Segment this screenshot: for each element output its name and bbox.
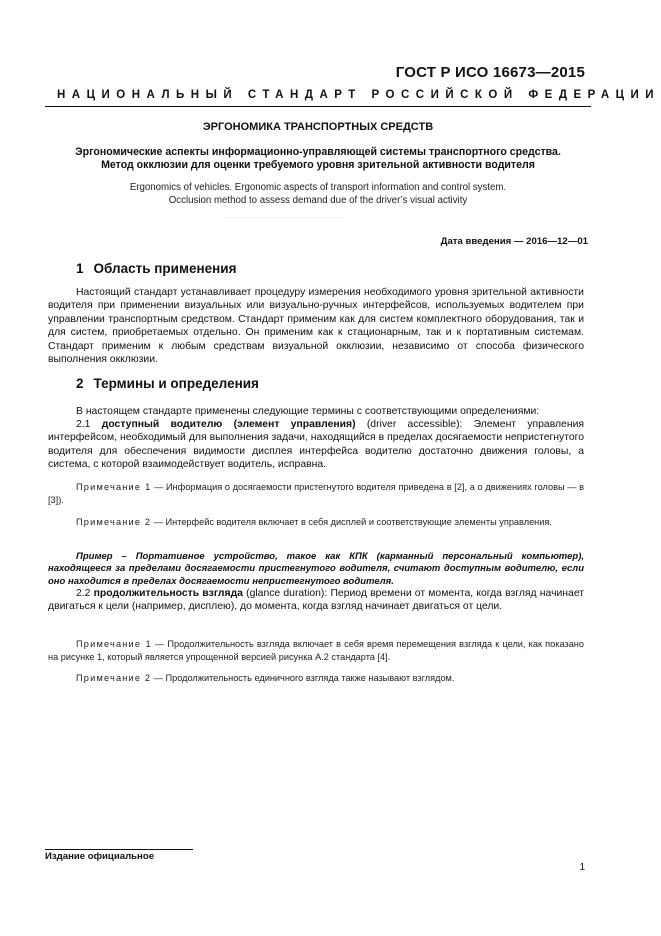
note-2-2-2	[48, 672, 584, 685]
edition-label: Издание официальное	[45, 851, 155, 862]
term-2-1-number: 2.1	[76, 419, 91, 430]
section-2-heading	[76, 376, 259, 391]
note-2-2-1	[48, 638, 584, 663]
english-title-line-1: Ergonomics of vehicles. Ergonomic aspects of transport information and control system.	[129, 182, 507, 193]
english-title	[45, 182, 591, 207]
page-number: 1	[579, 862, 585, 873]
term-2-1	[48, 418, 584, 472]
subtitle-line-1: Эргономические аспекты информационно-управляющей системы транспортного средства.	[75, 146, 561, 158]
note-label: Примечание 2	[76, 673, 152, 683]
section-2-number: 2	[76, 376, 84, 391]
terms-intro: В настоящем стандарте применены следующие термины с соответствующими определениями:	[76, 406, 540, 417]
banner-rule	[45, 106, 591, 107]
subtitle-line-2: Метод окклюзии для оценки требуемого уровня зрительной активности водителя	[101, 159, 535, 171]
note-2-1-1	[48, 481, 584, 506]
term-2-2-definition: (glance duration): Период времени от момента, когда взгляд начинает двигаться к цели (например, дисплею), до момента, когда взгляд начинает двигаться от цели.	[48, 588, 585, 613]
note-label: Примечание 1	[76, 639, 152, 649]
example-text: Пример – Портативное устройство, такое как КПК (карманный персональный компьютер), находящееся за пределами досягаемости пристегнутого водителя, считают доступным водителю, если оно находится в пределах досягаемости непристегнутого водителя.	[48, 551, 584, 587]
section-2-title: Термины и определения	[93, 376, 259, 391]
gost-number: ГОСТ Р ИСО 16673—2015	[395, 64, 585, 81]
note-text: — Продолжительность взгляда включает в себя время перемещения взгляда к цели, как показано на рисунке 1, который является упрощенной версией рисунка А.2 стандарта [4].	[48, 639, 584, 662]
section-1-heading	[76, 261, 236, 276]
section-1-number: 1	[76, 261, 84, 276]
faint-divider	[225, 217, 345, 218]
note-text: — Информация о досягаемости пристегнутого водителя приведена в [2], а о движениях головы — в [3]).	[48, 482, 584, 505]
note-2-1-2	[48, 516, 584, 529]
english-title-line-2: Occlusion method to assess demand due of the driver’s visual activity	[168, 194, 468, 206]
document-title: ЭРГОНОМИКА ТРАНСПОРТНЫХ СРЕДСТВ	[202, 121, 434, 133]
introduction-date: Дата введения — 2016—12—01	[440, 236, 588, 247]
note-label: Примечание 2	[76, 517, 152, 527]
term-2-2	[48, 587, 584, 614]
note-text: — Продолжительность единичного взгляда также называют взглядом.	[151, 673, 455, 683]
section-1-title: Область применения	[93, 261, 237, 276]
term-2-2-number: 2.2	[76, 588, 91, 599]
term-2-1-name: доступный водителю (элемент управления)	[101, 419, 356, 430]
term-2-1-definition: (driver accessible): Элемент управления интерфейсом, необходимый для выполнения задачи, находящийся в пределах досягаемости непристегнутого водителя для обеспечения видимости дисплея интерфейса водителю достаточно движения головы, а система, с которой взаимодействует водитель, исправна.	[48, 419, 584, 471]
section-1-text: Настоящий стандарт устанавливает процедуру измерения необходимого уровня зрительной активности водителя при применении визуальных или визуально-ручных интерфейсов, используемых водителем при управлении транспортным средством. Стандарт применим как для систем комплектного оборудования, так и для систем, приобретаемых отдельно. Он применим как к стационарным, так и к портативным системам. Стандарт применим к любым средствам визуальной окклюзии, независимо от способа физического выполнения окклюзии.	[48, 287, 584, 366]
note-text: — Интерфейс водителя включает в себя дисплей и соответствующие элементы управления.	[151, 517, 552, 527]
document-subtitle	[45, 146, 591, 172]
term-2-2-name: продолжительность взгляда	[93, 588, 243, 599]
footer-rule	[45, 849, 193, 850]
note-label: Примечание 1	[76, 482, 152, 492]
standard-banner: НАЦИОНАЛЬНЫЙ СТАНДАРТ РОССИЙСКОЙ ФЕДЕРАЦИИ	[57, 89, 661, 101]
